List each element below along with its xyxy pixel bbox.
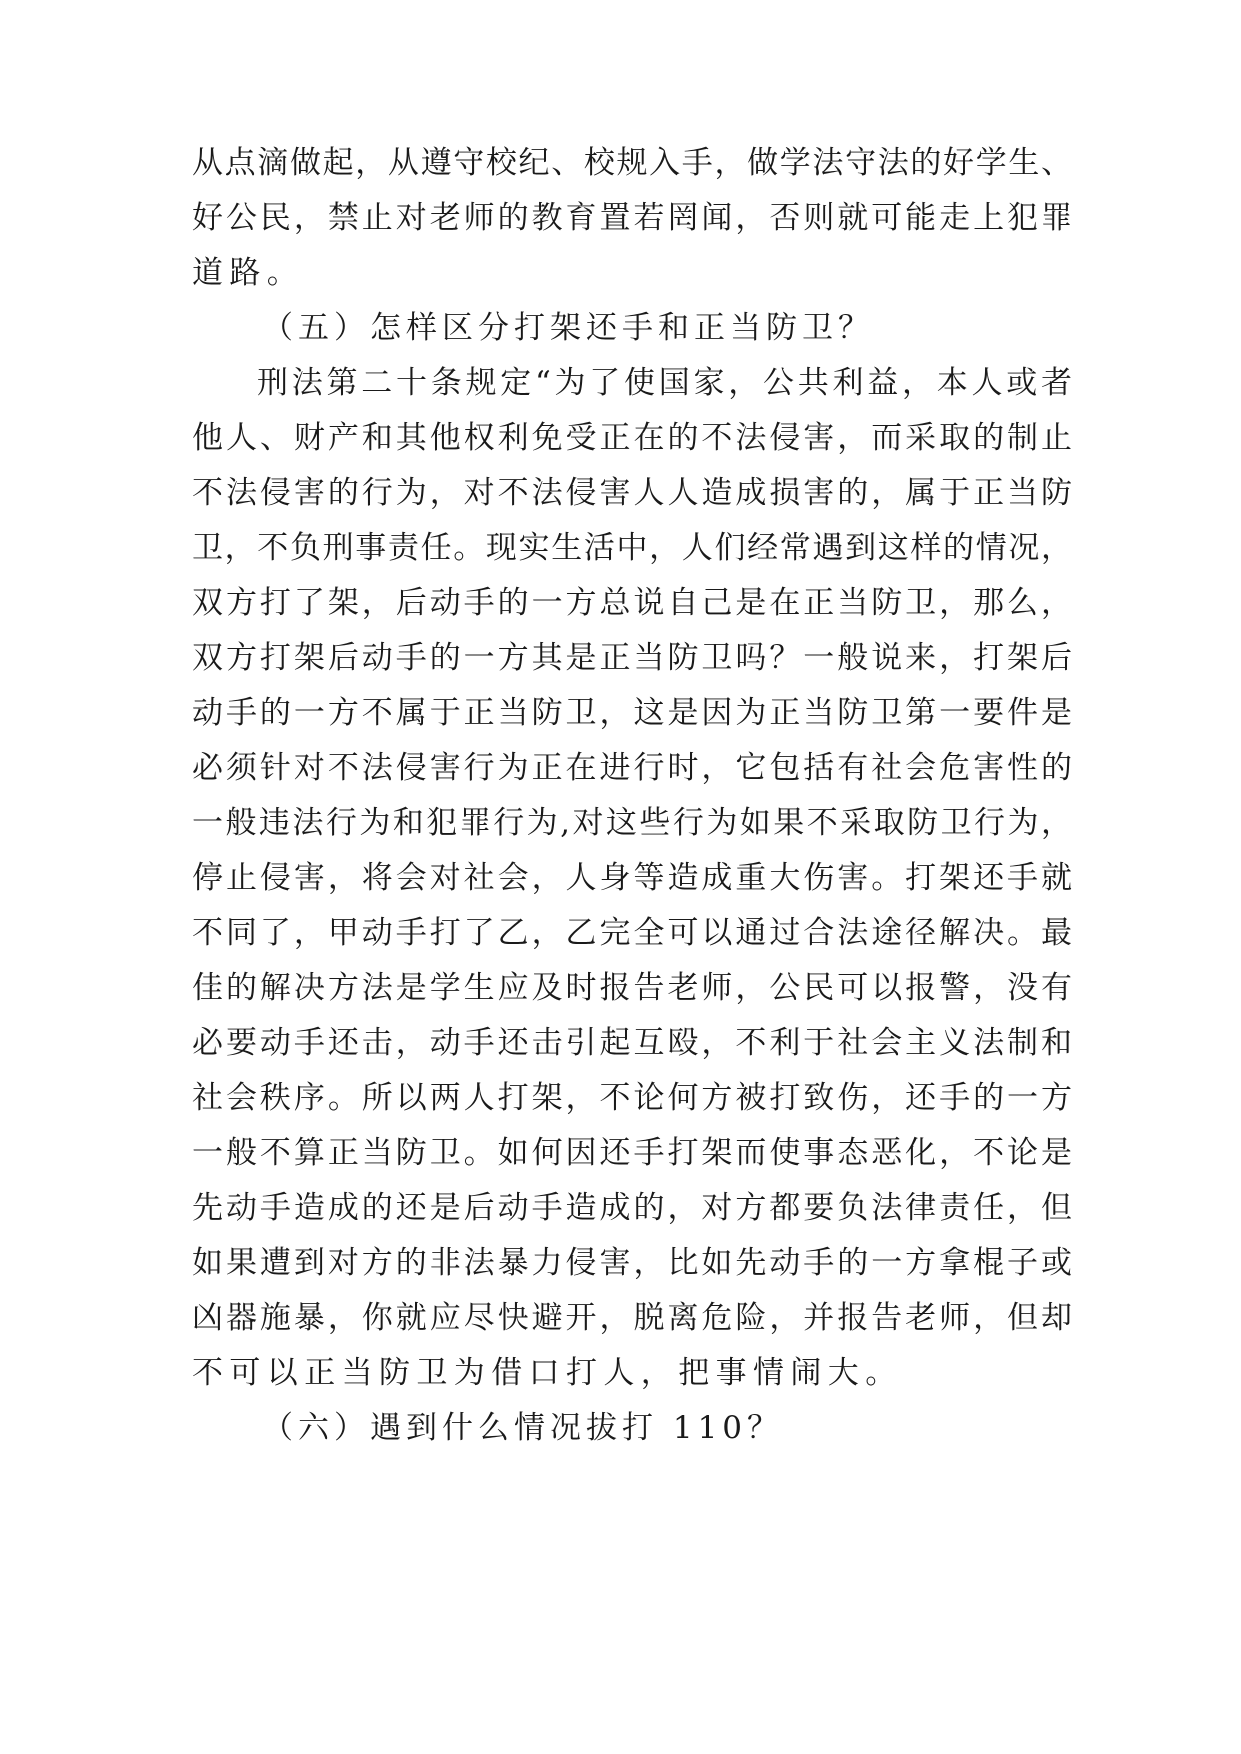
text-line: 社会秩序。所以两人打架，不论何方被打致伤，还手的一方 (192, 1080, 1072, 1116)
text-line: 双方打架后动手的一方其是正当防卫吗？一般说来，打架后 (192, 640, 1072, 676)
text-line: 不法侵害的行为，对不法侵害人人造成损害的，属于正当防 (192, 475, 1072, 511)
section-heading: （六）遇到什么情况拔打 110？ (262, 1410, 784, 1446)
text-line: 凶器施暴，你就应尽快避开，脱离危险，并报告老师，但却 (192, 1300, 1072, 1336)
text-line: 必须针对不法侵害行为正在进行时，它包括有社会危害性的 (192, 750, 1072, 786)
text-line: 必要动手还击，动手还击引起互殴，不利于社会主义法制和 (192, 1025, 1072, 1061)
text-line: 好公民，禁止对老师的教育置若罔闻，否则就可能走上犯罪 (192, 200, 1072, 236)
text-line: 一般不算正当防卫。如何因还手打架而使事态恶化，不论是 (192, 1135, 1072, 1171)
text-line: 道路。 (192, 255, 305, 291)
text-line: 不同了，甲动手打了乙，乙完全可以通过合法途径解决。最 (192, 915, 1072, 951)
text-line: 不可以正当防卫为借口打人，把事情闹大。 (192, 1355, 903, 1391)
text-line: 佳的解决方法是学生应及时报告老师，公民可以报警，没有 (192, 970, 1072, 1006)
text-line: 卫，不负刑事责任。现实生活中，人们经常遇到这样的情况， (192, 530, 1072, 566)
text-line: 停止侵害，将会对社会，人身等造成重大伤害。打架还手就 (192, 860, 1072, 896)
text-line: 刑法第二十条规定“为了使国家，公共利益，本人或者 (257, 365, 1072, 401)
text-line: 如果遭到对方的非法暴力侵害，比如先动手的一方拿棍子或 (192, 1245, 1072, 1281)
text-line: 动手的一方不属于正当防卫，这是因为正当防卫第一要件是 (192, 695, 1072, 731)
text-line: 他人、财产和其他权利免受正在的不法侵害，而采取的制止 (192, 420, 1072, 456)
text-line: 双方打了架，后动手的一方总说自己是在正当防卫，那么， (192, 585, 1072, 621)
text-line: 一般违法行为和犯罪行为,对这些行为如果不采取防卫行为， (192, 805, 1072, 841)
section-heading: （五）怎样区分打架还手和正当防卫？ (262, 310, 874, 346)
text-line: 从点滴做起，从遵守校纪、校规入手，做学法守法的好学生、 (192, 145, 1072, 181)
text-line: 先动手造成的还是后动手造成的，对方都要负法律责任，但 (192, 1190, 1072, 1226)
